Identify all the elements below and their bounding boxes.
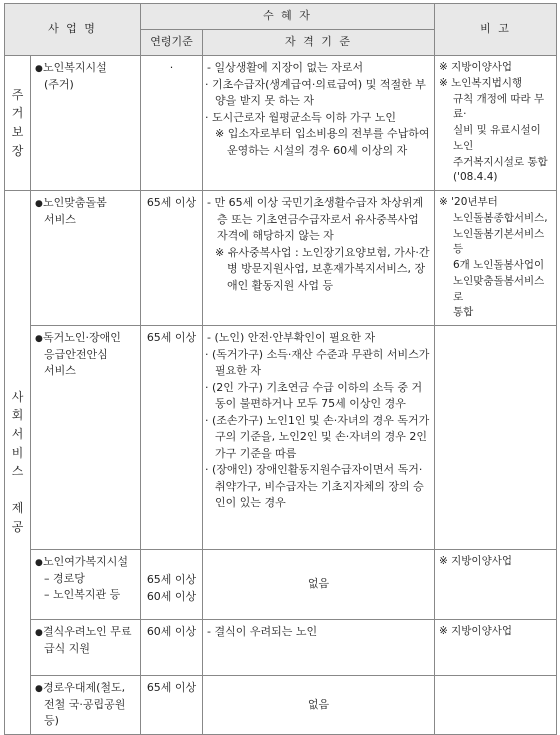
header-age-criteria: 연령기준 xyxy=(141,30,203,56)
age-criteria: 65세 이상 xyxy=(141,191,203,326)
qualification-criteria: - 만 65세 이상 국민기초생활수급자 차상위계층 또는 기초연금수급자로서 유사중복사업 자격에 해당하지 않는 자 ※ 유사중복사업 : 노인장기요양보험, 가사·간병 방문지원사업, 보훈재가복지서비스, 장애인 활동지원 사업 등 xyxy=(203,191,435,326)
qualification-criteria: - 일상생활에 지장이 없는 자로서 · 기초수급자(생계급여·의료급여) 및 적절한 부양을 받지 못 하는 자 · 도시근로자 월평균소득 이하 가구 노인 ※ 입소자로부터 입소비용의 전부를 수납하여 운영하는 시설의 경우 60세 이상의 자 xyxy=(203,56,435,191)
age-criteria: 65세 이상 60세 이상 xyxy=(141,550,203,620)
qualification-criteria: - (노인) 안전·안부확인이 필요한 자 · (독거가구) 소득·재산 수준과 무관히 서비스가 필요한 자 · (2인 가구) 기초연금 수급 이하의 소득 중 거동이 불편하거나 모두 75세 이상인 경우 · (조손가구) 노인1인 및 손·자녀의 경우 독거가구의 기준을, 노인2인 및 손·자녀의 경우 2인가구 기준을 따름 · (장애인) 장애인활동지원수급자이면서 독거·취약가구, 비수급자는 기초지자체의 장의 승인이 있는 경우 xyxy=(203,326,435,550)
category-housing: 주 거 보 장 xyxy=(5,56,31,191)
age-criteria: · xyxy=(141,56,203,191)
benefit-table xyxy=(4,3,557,735)
program-name: ●노인여가복지시설 – 경로당 – 노인복지관 등 xyxy=(31,550,141,620)
remarks xyxy=(435,326,557,550)
qualification-criteria: 없음 xyxy=(203,676,435,735)
header-program: 사 업 명 xyxy=(5,4,141,56)
remarks: ※ 지방이양사업 xyxy=(435,550,557,620)
qualification-criteria: - 결식이 우려되는 노인 xyxy=(203,620,435,676)
header-remarks: 비 고 xyxy=(435,4,557,56)
remarks xyxy=(435,676,557,735)
header-qualification: 자 격 기 준 xyxy=(203,30,435,56)
category-social: 사 회 서 비 스 제 공 xyxy=(5,191,31,735)
program-name: ●경로우대제(철도, 전철 국·공립공원 등) xyxy=(31,676,141,735)
remarks: ※ '20년부터 노인돌봄종합서비스, 노인돌봄기본서비스 등 6개 노인돌봄사업이 노인맞춤돌봄서비스로 통합 xyxy=(435,191,557,326)
program-name: ●노인맞춤돌봄 서비스 xyxy=(31,191,141,326)
header-beneficiary: 수 혜 자 xyxy=(141,4,435,30)
qualification-criteria: 없음 xyxy=(203,550,435,620)
program-name: ●독거노인·장애인 응급안전안심 서비스 xyxy=(31,326,141,550)
age-criteria: 65세 이상 xyxy=(141,326,203,550)
program-name: ●노인복지시설 (주거) xyxy=(31,56,141,191)
age-criteria: 65세 이상 xyxy=(141,676,203,735)
age-criteria: 60세 이상 xyxy=(141,620,203,676)
remarks: ※ 지방이양사업 xyxy=(435,620,557,676)
remarks: ※ 지방이양사업 ※ 노인복지법시행 규칙 개정에 따라 무료· 실비 및 유료시설이 노인 주거복지시설로 통합 ('08.4.4) xyxy=(435,56,557,191)
program-name: ●결식우려노인 무료 급식 지원 xyxy=(31,620,141,676)
